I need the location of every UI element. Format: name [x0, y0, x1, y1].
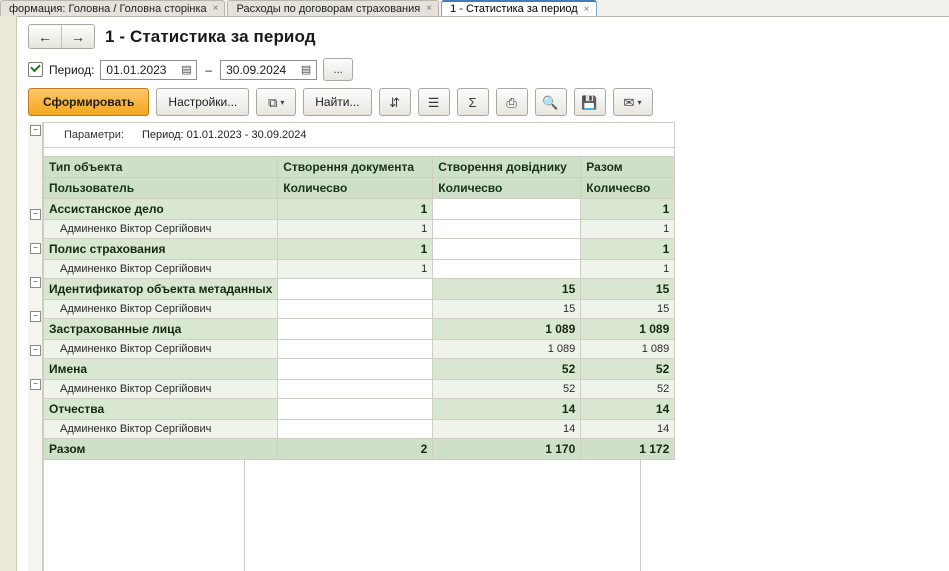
table-row[interactable] [44, 380, 675, 399]
group-value-doc [278, 359, 433, 380]
group-value-total: 1 089 [581, 319, 675, 340]
group-value-doc [278, 399, 433, 420]
detail-value-ref: 15 [433, 300, 581, 319]
total-label: Разом [44, 439, 278, 460]
parameters-cell [44, 123, 675, 148]
detail-value-ref: 52 [433, 380, 581, 399]
parameters-value: Период: 01.01.2023 - 30.09.2024 [141, 129, 307, 141]
group-value-total: 52 [581, 359, 675, 380]
detail-value-total: 52 [581, 380, 675, 399]
table-total-row [44, 439, 675, 460]
detail-value-doc: 1 [278, 220, 433, 239]
table-header-row-2 [44, 178, 675, 199]
detail-value-ref [433, 220, 581, 239]
collapse-toggle-param[interactable]: − [30, 125, 41, 136]
group-value-ref: 52 [433, 359, 581, 380]
group-value-total: 1 [581, 199, 675, 220]
collapse-toggle-group-5[interactable]: − [30, 379, 41, 390]
detail-value-total: 1 089 [581, 340, 675, 359]
close-icon[interactable]: × [583, 3, 590, 15]
date-from-field[interactable] [100, 60, 197, 80]
group-name: Застрахованные лица [44, 319, 278, 340]
close-icon[interactable]: × [426, 3, 433, 14]
total-value-doc: 2 [278, 439, 433, 460]
tab-insurance-expenses[interactable] [227, 0, 439, 16]
group-icon: ☰ [427, 94, 440, 110]
table-row[interactable] [44, 340, 675, 359]
date-to-value: 30.09.2024 [226, 62, 287, 77]
group-value-total: 14 [581, 399, 675, 420]
magnifier-icon: 🔍 [542, 94, 559, 110]
sum-button[interactable] [457, 88, 489, 116]
group-button[interactable] [418, 88, 450, 116]
generate-button[interactable]: Сформировать [28, 88, 149, 116]
header-row [28, 24, 316, 49]
detail-value-ref: 1 089 [433, 340, 581, 359]
sigma-icon: Σ [468, 94, 477, 110]
detail-value-total: 15 [581, 300, 675, 319]
group-value-total: 1 [581, 239, 675, 260]
period-label: Период: [49, 62, 95, 77]
header-cell-ref-creation: Створення довіднику [433, 157, 581, 178]
tab-statistics-period[interactable] [441, 0, 596, 16]
group-value-total: 15 [581, 279, 675, 300]
tab-label: 1 - Статистика за период [450, 3, 578, 15]
report-parameters-row [44, 123, 675, 148]
tab-strip [0, 0, 949, 17]
detail-value-doc [278, 340, 433, 359]
table-group-row[interactable] [44, 239, 675, 260]
group-name: Идентификатор объекта метаданных [44, 279, 278, 300]
chevron-down-icon: ▾ [637, 97, 642, 107]
find-button[interactable]: Найти... [303, 88, 371, 116]
detail-value-doc [278, 380, 433, 399]
spacer-cell [44, 148, 675, 157]
group-value-ref: 1 089 [433, 319, 581, 340]
detail-user: Админенко Віктор Сергійович [44, 380, 278, 399]
group-value-ref: 14 [433, 399, 581, 420]
table-row[interactable] [44, 220, 675, 239]
sort-button[interactable] [379, 88, 411, 116]
page-title: 1 - Статистика за период [105, 26, 316, 46]
header-cell-user: Пользователь [44, 178, 278, 199]
detail-value-doc [278, 300, 433, 319]
save-button[interactable] [574, 88, 606, 116]
table-group-row[interactable] [44, 279, 675, 300]
group-name: Полис страхования [44, 239, 278, 260]
detail-value-ref [433, 260, 581, 279]
collapse-toggle-group-4[interactable]: − [30, 345, 41, 356]
navigation-buttons [28, 24, 95, 49]
chevron-down-icon: ▾ [280, 97, 285, 107]
collapse-toggle-group-3[interactable]: − [30, 311, 41, 322]
group-name: Имена [44, 359, 278, 380]
print-button[interactable] [496, 88, 528, 116]
envelope-icon: ✉ [623, 94, 635, 110]
total-value-ref: 1 170 [433, 439, 581, 460]
header-cell-count-2: Количесво [433, 178, 581, 199]
tab-label: Расходы по договорам страхования [236, 2, 421, 15]
period-more-button[interactable]: ... [323, 58, 353, 81]
date-range-separator: – [205, 62, 213, 77]
table-row[interactable] [44, 260, 675, 279]
report-spacer-row [44, 148, 675, 157]
table-row[interactable] [44, 300, 675, 319]
table-group-row[interactable] [44, 319, 675, 340]
group-name: Ассистанское дело [44, 199, 278, 220]
table-group-row[interactable] [44, 359, 675, 380]
detail-value-doc: 1 [278, 260, 433, 279]
group-value-doc: 1 [278, 239, 433, 260]
detail-value-doc [278, 420, 433, 439]
detail-value-total: 1 [581, 220, 675, 239]
report-area [28, 122, 949, 571]
table-header-row-1 [44, 157, 675, 178]
parameters-label: Параметри: [64, 129, 124, 141]
table-row[interactable] [44, 420, 675, 439]
close-icon[interactable]: × [212, 3, 219, 14]
detail-user: Админенко Віктор Сергійович [44, 260, 278, 279]
period-row [28, 58, 353, 81]
detail-user: Админенко Віктор Сергійович [44, 420, 278, 439]
printer-icon: ⎙ [506, 94, 517, 110]
group-value-ref: 15 [433, 279, 581, 300]
detail-user: Админенко Віктор Сергійович [44, 220, 278, 239]
send-mail-button[interactable] [613, 88, 653, 116]
group-value-doc [278, 319, 433, 340]
collapse-toggle-group-1[interactable]: − [30, 243, 41, 254]
group-value-doc [278, 279, 433, 300]
date-from-value: 01.01.2023 [106, 62, 167, 77]
back-button[interactable]: ← [29, 25, 61, 48]
header-cell-total: Разом [581, 157, 675, 178]
collapse-toggle-group-0[interactable]: − [30, 209, 41, 220]
date-to-field[interactable] [220, 60, 317, 80]
header-cell-doc-creation: Створення документа [278, 157, 433, 178]
floppy-icon: 💾 [581, 94, 598, 110]
print-preview-button[interactable] [535, 88, 567, 116]
detail-value-ref: 14 [433, 420, 581, 439]
settings-button[interactable]: Настройки... [156, 88, 249, 116]
table-group-row[interactable] [44, 399, 675, 420]
window-left-gutter [0, 16, 17, 571]
forward-button[interactable]: → [61, 25, 94, 48]
total-value-total: 1 172 [581, 439, 675, 460]
collapse-toggle-group-2[interactable]: − [30, 277, 41, 288]
header-cell-object-type: Тип объекта [44, 157, 278, 178]
detail-user: Админенко Віктор Сергійович [44, 340, 278, 359]
calendar-icon[interactable]: ▤ [300, 64, 312, 76]
tab-label: формация: Головна / Головна сторінка [9, 2, 207, 15]
sort-icon: ⇵ [389, 94, 400, 110]
calendar-icon[interactable]: ▤ [181, 64, 192, 76]
period-checkbox[interactable] [28, 62, 43, 77]
copy-button[interactable] [256, 88, 296, 116]
group-name: Отчества [44, 399, 278, 420]
group-value-doc: 1 [278, 199, 433, 220]
detail-value-total: 14 [581, 420, 675, 439]
table-group-row[interactable] [44, 199, 675, 220]
detail-user: Админенко Віктор Сергійович [44, 300, 278, 319]
group-value-ref [433, 199, 581, 220]
copy-icon: ⧉ [268, 94, 278, 110]
header-cell-count-3: Количесво [581, 178, 675, 199]
group-value-ref [433, 239, 581, 260]
report-toolbar [28, 88, 653, 116]
report-table [43, 122, 675, 460]
tab-main-page[interactable] [0, 0, 225, 16]
detail-value-total: 1 [581, 260, 675, 279]
header-cell-count-1: Количесво [278, 178, 433, 199]
